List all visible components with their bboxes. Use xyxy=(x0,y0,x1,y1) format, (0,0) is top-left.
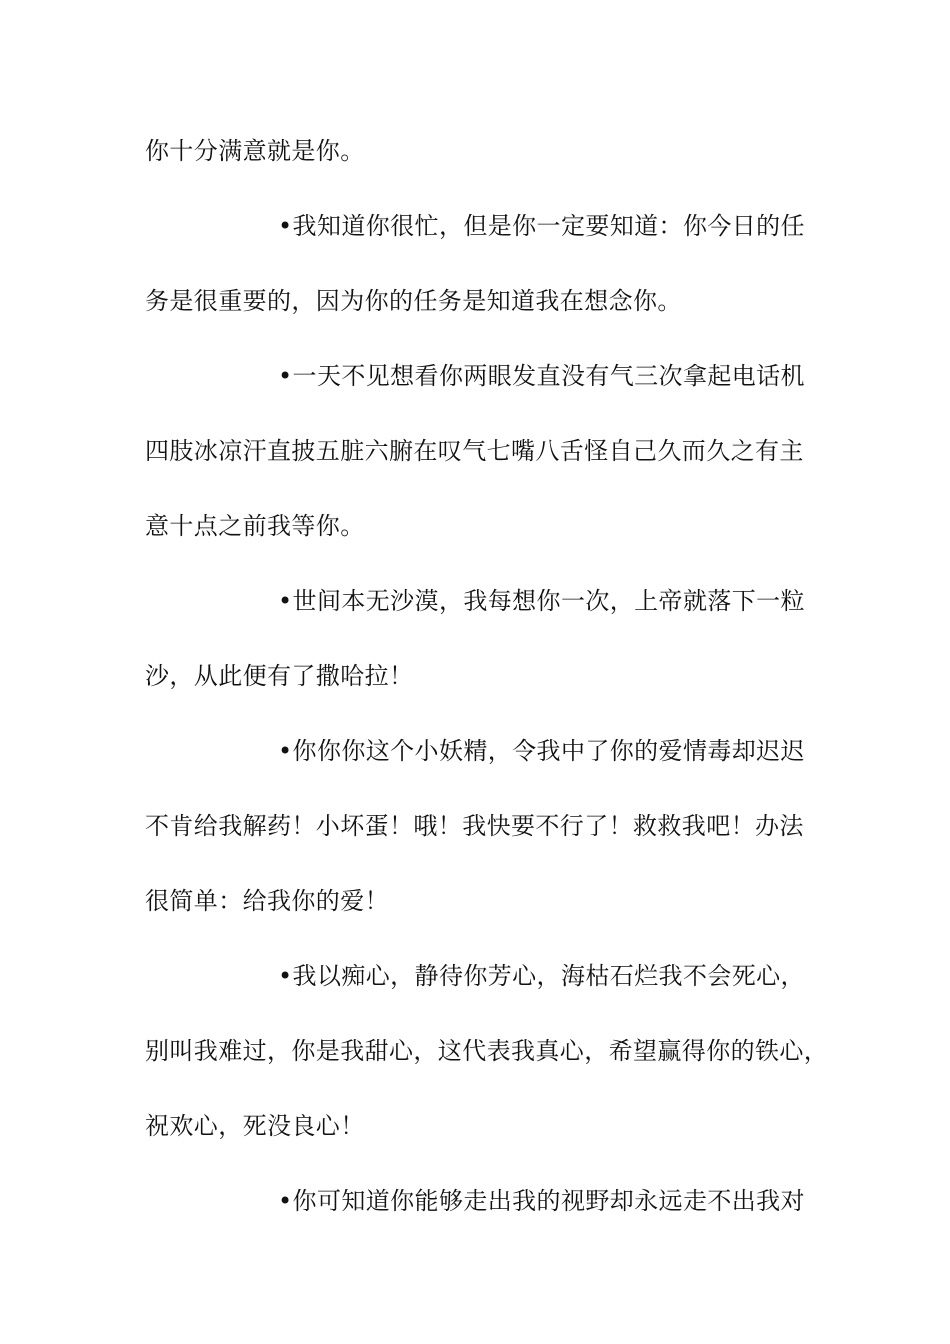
text-line: 很简单：给我你的爱！ xyxy=(145,887,389,915)
bullet-paragraph-line: •一天不见想看你两眼发直没有气三次拿起电话机 xyxy=(278,362,805,390)
text-line: 祝欢心，死没良心！ xyxy=(145,1112,365,1140)
text-line: 四肢冰凉汗直披五脏六腑在叹气七嘴八舌怪自己久而久之有主 xyxy=(145,437,804,465)
bullet-paragraph-line: •我以痴心，静待你芳心，海枯石烂我不会死心， xyxy=(278,962,805,990)
text-line: 你十分满意就是你。 xyxy=(145,137,365,165)
text-line: 沙，从此便有了撒哈拉！ xyxy=(145,662,414,690)
text-line: 不肯给我解药！小坏蛋！哦！我快要不行了！救救我吧！办法 xyxy=(145,812,804,840)
bullet-paragraph-line: •你你你这个小妖精，令我中了你的爱情毒却迟迟 xyxy=(278,737,805,765)
bullet-paragraph-line: •你可知道你能够走出我的视野却永远走不出我对 xyxy=(278,1187,805,1215)
text-line: 别叫我难过，你是我甜心，这代表我真心，希望赢得你的铁心， xyxy=(145,1037,829,1065)
bullet-paragraph-line: •我知道你很忙，但是你一定要知道：你今日的任 xyxy=(278,212,805,240)
text-line: 务是很重要的，因为你的任务是知道我在想念你。 xyxy=(145,287,682,315)
bullet-paragraph-line: •世间本无沙漠，我每想你一次，上帝就落下一粒 xyxy=(278,587,805,615)
text-line: 意十点之前我等你。 xyxy=(145,512,365,540)
